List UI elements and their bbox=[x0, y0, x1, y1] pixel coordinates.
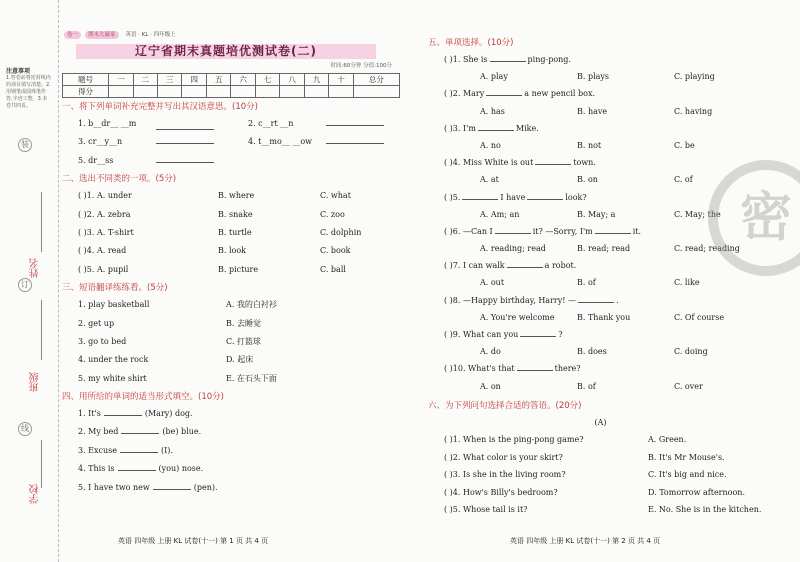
question-text: 5. dr__ss bbox=[78, 155, 114, 165]
score-header: 九 bbox=[304, 74, 328, 86]
question-text: 2. My bed bbox=[78, 427, 119, 437]
match-row bbox=[428, 449, 773, 467]
left-page bbox=[62, 30, 400, 497]
answer-option: A. Green. bbox=[648, 435, 687, 445]
translation: A. 我的白衬衫 bbox=[226, 300, 277, 310]
answer-option[interactable]: C. Of course bbox=[674, 312, 725, 322]
score-header: 五 bbox=[206, 74, 230, 86]
section-3-title: 三、短语翻译练练看。(5分) bbox=[62, 283, 168, 294]
question-text: there? bbox=[554, 364, 581, 374]
answer-option[interactable]: B. May; a bbox=[577, 209, 616, 219]
translation: D. 起床 bbox=[226, 355, 254, 365]
answer-option: D. Tomorrow afternoon. bbox=[648, 487, 745, 497]
answer-option[interactable]: C. having bbox=[674, 106, 713, 116]
question-row bbox=[428, 326, 773, 343]
answer-blank[interactable] bbox=[495, 223, 531, 234]
question-text: ( )5. Whose tail is it? bbox=[444, 505, 528, 515]
answer-option[interactable]: C. like bbox=[674, 278, 700, 288]
match-row bbox=[62, 315, 400, 333]
question-text: ping-pong. bbox=[527, 55, 571, 64]
phrase: 3. go to bed bbox=[78, 336, 127, 346]
options-row bbox=[428, 343, 773, 360]
score-cell[interactable] bbox=[182, 86, 206, 98]
match-row bbox=[62, 351, 400, 369]
question-row bbox=[62, 133, 400, 151]
question-text: ( )5. bbox=[444, 192, 461, 202]
question-text: 3. Excuse bbox=[78, 445, 117, 455]
question-option: ( )4. A. read bbox=[78, 246, 127, 256]
phrase: 2. get up bbox=[78, 318, 115, 328]
score-header: 八 bbox=[280, 74, 304, 86]
question-option: C. ball bbox=[320, 264, 346, 274]
answer-option[interactable]: B. of bbox=[577, 381, 596, 391]
phrase: 4. under the rock bbox=[78, 355, 149, 365]
answer-blank[interactable] bbox=[326, 133, 384, 144]
question-option: C. dolphin bbox=[320, 227, 362, 237]
score-cell[interactable] bbox=[353, 86, 399, 98]
score-cell[interactable] bbox=[231, 86, 255, 98]
phrase: 1. play basketball bbox=[78, 300, 150, 310]
watermark-stamp: 密 bbox=[708, 160, 800, 276]
match-row bbox=[428, 466, 773, 484]
section-6-title: 六、为下列问句选择合适的答语。(20分) bbox=[428, 400, 582, 411]
question-row bbox=[62, 423, 400, 441]
match-row bbox=[428, 501, 773, 519]
section-4-title: 四、用所给的单词的适当形式填空。(10分) bbox=[62, 392, 224, 403]
answer-blank[interactable] bbox=[578, 292, 614, 303]
brand bbox=[64, 30, 400, 38]
answer-option[interactable]: C. read; reading bbox=[674, 244, 740, 254]
answer-blank[interactable] bbox=[490, 51, 526, 62]
section-2-title: 二、选出不同类的一项。(5分) bbox=[62, 174, 177, 185]
class-line bbox=[41, 300, 42, 360]
question-row bbox=[62, 479, 400, 497]
question-row bbox=[428, 85, 773, 102]
question-row bbox=[62, 460, 400, 478]
answer-option[interactable]: C. over bbox=[674, 381, 703, 391]
question-row bbox=[62, 206, 400, 224]
translation: E. 在石头下面 bbox=[226, 373, 277, 383]
match-row bbox=[62, 333, 400, 351]
notice-title: 注意事项 bbox=[6, 68, 31, 75]
options-row bbox=[428, 378, 773, 395]
match-row bbox=[62, 296, 400, 314]
answer-option[interactable]: B. of bbox=[577, 278, 596, 288]
answer-blank[interactable] bbox=[153, 479, 191, 490]
question-text: ( )6. —Can I bbox=[444, 226, 493, 236]
question-option: ( )1. A. under bbox=[78, 191, 132, 201]
question-text: (pen). bbox=[193, 482, 218, 492]
answer-blank[interactable] bbox=[507, 257, 543, 268]
question-text: I have bbox=[500, 192, 526, 202]
score-cell[interactable] bbox=[304, 86, 328, 98]
question-text: town. bbox=[573, 158, 596, 168]
answer-option[interactable]: A. reading; read bbox=[480, 244, 546, 254]
school-label: 学校 bbox=[30, 484, 41, 504]
question-option: B. where bbox=[218, 191, 255, 201]
score-header: 总分 bbox=[353, 74, 399, 86]
answer-option[interactable]: A. at bbox=[480, 175, 499, 185]
question-text: ( )9. What can you bbox=[444, 330, 519, 339]
question-text: ( )2. What color is your skirt? bbox=[444, 452, 563, 462]
question-text: ( )1. She is bbox=[444, 55, 488, 64]
score-header: 四 bbox=[182, 74, 206, 86]
answer-blank[interactable] bbox=[104, 405, 142, 416]
question-text: ( )7. I can walk bbox=[444, 261, 505, 271]
question-row bbox=[428, 154, 773, 171]
answer-option[interactable]: C. playing bbox=[674, 72, 715, 82]
answer-blank[interactable] bbox=[118, 460, 156, 471]
exam-title: 辽宁省期末真题培优测试卷(二) bbox=[76, 44, 376, 59]
section-5-title: 五、单项选择。(10分) bbox=[428, 38, 514, 48]
question-row bbox=[62, 187, 400, 205]
question-option: C. zoo bbox=[320, 209, 345, 219]
answer-option[interactable]: B. plays bbox=[577, 72, 610, 82]
answer-option[interactable]: B. Thank you bbox=[577, 312, 631, 322]
question-row bbox=[62, 115, 400, 133]
question-row bbox=[428, 51, 773, 68]
answer-option: B. It's Mr Mouse's. bbox=[648, 452, 725, 462]
answer-blank[interactable] bbox=[520, 326, 556, 337]
name-label: 姓名 bbox=[30, 258, 41, 278]
question-text: 1. b__dr__ __m bbox=[78, 119, 137, 128]
question-text: ( )4. How's Billy's bedroom? bbox=[444, 487, 558, 497]
answer-option[interactable]: B. does bbox=[577, 347, 607, 357]
options-row bbox=[428, 309, 773, 326]
score-cell[interactable] bbox=[109, 86, 133, 98]
question-text: 5. I have two new bbox=[78, 482, 150, 492]
answer-option[interactable]: C. May; the bbox=[674, 209, 721, 219]
notice bbox=[6, 68, 52, 110]
answer-blank[interactable] bbox=[462, 189, 498, 200]
question-option: ( )5. A. pupil bbox=[78, 264, 129, 274]
answer-option[interactable]: A. no bbox=[480, 140, 501, 150]
question-option: B. snake bbox=[218, 209, 253, 219]
score-cell[interactable] bbox=[158, 86, 182, 98]
score-cell[interactable] bbox=[280, 86, 304, 98]
answer-blank[interactable] bbox=[527, 189, 563, 200]
score-header-row bbox=[63, 74, 400, 86]
answer-option: C. It's big and nice. bbox=[648, 470, 727, 480]
score-header: 六 bbox=[231, 74, 255, 86]
answer-option[interactable]: A. on bbox=[480, 381, 501, 391]
answer-blank[interactable] bbox=[517, 360, 553, 371]
phrase: 5. my white shirt bbox=[78, 373, 147, 383]
score-cell[interactable] bbox=[206, 86, 230, 98]
question-row bbox=[428, 292, 773, 309]
answer-blank[interactable] bbox=[156, 133, 214, 144]
answer-blank[interactable] bbox=[156, 119, 214, 130]
question-row bbox=[62, 224, 400, 242]
answer-option[interactable]: B. not bbox=[577, 140, 602, 150]
score-header: 一 bbox=[109, 74, 133, 86]
match-row bbox=[428, 431, 773, 449]
name-line bbox=[41, 192, 42, 252]
score-header: 三 bbox=[158, 74, 182, 86]
answer-blank[interactable] bbox=[156, 152, 214, 163]
question-row bbox=[62, 152, 400, 170]
answer-option[interactable]: B. on bbox=[577, 175, 598, 185]
question-text: a robot. bbox=[544, 261, 577, 271]
question-row bbox=[428, 120, 773, 137]
score-row-label: 得分 bbox=[63, 86, 109, 98]
options-row bbox=[428, 274, 773, 291]
question-option: ( )2. A. zebra bbox=[78, 209, 131, 219]
answer-blank[interactable] bbox=[478, 120, 514, 131]
score-header: 七 bbox=[255, 74, 279, 86]
question-row bbox=[62, 242, 400, 260]
question-text: ( )8. —Happy birthday, Harry! — bbox=[444, 295, 576, 305]
score-row bbox=[63, 86, 400, 98]
question-option: B. picture bbox=[218, 264, 259, 274]
answer-blank[interactable] bbox=[121, 423, 159, 434]
question-text: look? bbox=[565, 192, 587, 202]
translation: C. 打篮球 bbox=[226, 336, 261, 346]
binding-hole: 线 bbox=[18, 422, 32, 436]
class-label: 班级 bbox=[30, 372, 41, 392]
answer-blank[interactable] bbox=[595, 223, 631, 234]
match-row bbox=[62, 370, 400, 388]
binding-hole: 装 bbox=[18, 138, 32, 152]
question-text: ( )3. Is she in the living room? bbox=[444, 470, 566, 480]
question-option: B. turtle bbox=[218, 227, 252, 237]
question-text: ( )2. Mary bbox=[444, 89, 485, 99]
score-cell[interactable] bbox=[133, 86, 157, 98]
question-text: (you) nose. bbox=[158, 464, 204, 474]
question-option: B. look bbox=[218, 246, 247, 256]
brand-name: 期末大赢家 bbox=[85, 31, 119, 39]
score-cell[interactable] bbox=[255, 86, 279, 98]
binding-hole: 订 bbox=[18, 278, 32, 292]
score-header: 题号 bbox=[63, 74, 109, 86]
question-text: ( )1. When is the ping-pong game? bbox=[444, 435, 584, 445]
question-option: C. book bbox=[320, 246, 351, 256]
question-text: ( )10. What's that bbox=[444, 364, 515, 374]
answer-option[interactable]: A. You're welcome bbox=[480, 312, 555, 322]
question-row bbox=[62, 442, 400, 460]
question-text: ( )4. Miss White is out bbox=[444, 158, 534, 168]
question-row bbox=[62, 405, 400, 423]
question-text: 2. c__rt __n bbox=[248, 119, 294, 128]
answer-option[interactable]: B. read; read bbox=[577, 244, 631, 254]
answer-option[interactable]: A. Am; an bbox=[480, 209, 520, 219]
answer-option[interactable]: A. do bbox=[480, 347, 501, 357]
question-row bbox=[428, 360, 773, 377]
section-1-title: 一、将下列单词补充完整并写出其汉语意思。(10分) bbox=[62, 102, 258, 112]
question-text: 3. cr__y__n bbox=[78, 137, 123, 147]
brand-tag: 卷一 bbox=[64, 31, 81, 39]
question-text: 4. This is bbox=[78, 464, 115, 474]
answer-option[interactable]: C. of bbox=[674, 175, 693, 185]
translation: B. 去睡觉 bbox=[226, 318, 261, 328]
match-row bbox=[428, 484, 773, 502]
options-row bbox=[428, 68, 773, 85]
binding-margin bbox=[0, 0, 59, 562]
answer-blank[interactable] bbox=[326, 115, 384, 126]
question-text: (Mary) dog. bbox=[144, 409, 193, 419]
answer-option[interactable]: A. out bbox=[480, 278, 505, 288]
answer-option[interactable]: C. be bbox=[674, 140, 695, 150]
score-cell[interactable] bbox=[329, 86, 353, 98]
answer-blank[interactable] bbox=[120, 442, 158, 453]
question-text: 4. t__mo__ __ow bbox=[248, 137, 312, 147]
question-text: (be) blue. bbox=[162, 427, 202, 437]
question-option: ( )3. A. T-shirt bbox=[78, 227, 134, 237]
answer-option[interactable]: C. doing bbox=[674, 347, 708, 357]
answer-option[interactable]: A. has bbox=[480, 106, 505, 116]
right-page bbox=[428, 30, 773, 519]
question-row bbox=[62, 261, 400, 279]
question-text: Mike. bbox=[515, 123, 539, 133]
brand-meta: 英语 · KL · 四年级上 bbox=[125, 32, 176, 38]
answer-blank[interactable] bbox=[486, 85, 522, 96]
left-footer: 英语 四年级 上册 KL 试卷(十一) 第 1 页 共 4 页 bbox=[118, 537, 269, 545]
question-text: it? —Sorry, I'm bbox=[532, 226, 593, 236]
section-6-subtitle: (A) bbox=[594, 417, 607, 427]
options-row bbox=[428, 103, 773, 120]
question-row bbox=[428, 257, 773, 274]
notice-body: 1.答卷前将密封线内的项目填写清楚。2.用钢笔或圆珠笔作答,字迹工整。3.本卷共四页。 bbox=[6, 75, 51, 109]
score-header: 二 bbox=[133, 74, 157, 86]
answer-option[interactable]: A. play bbox=[480, 72, 508, 82]
score-header: 十 bbox=[329, 74, 353, 86]
options-row bbox=[428, 137, 773, 154]
question-text: (I). bbox=[161, 445, 173, 455]
question-text: . bbox=[616, 295, 619, 305]
question-text: ( )3. I'm bbox=[444, 123, 476, 133]
school-line bbox=[41, 440, 42, 488]
question-text: ? bbox=[558, 330, 563, 339]
question-text: 1. It's bbox=[78, 409, 101, 419]
time-info: 时间:60分钟 分值:100分 bbox=[330, 63, 392, 69]
answer-option[interactable]: B. have bbox=[577, 106, 608, 116]
answer-blank[interactable] bbox=[535, 154, 571, 165]
question-text: a new pencil box. bbox=[524, 89, 595, 99]
answer-option: E. No. She is in the kitchen. bbox=[648, 505, 762, 515]
right-footer: 英语 四年级 上册 KL 试卷(十一) 第 2 页 共 4 页 bbox=[510, 537, 661, 545]
question-option: C. what bbox=[320, 191, 351, 201]
score-table bbox=[62, 73, 400, 98]
question-text: it. bbox=[632, 226, 642, 236]
